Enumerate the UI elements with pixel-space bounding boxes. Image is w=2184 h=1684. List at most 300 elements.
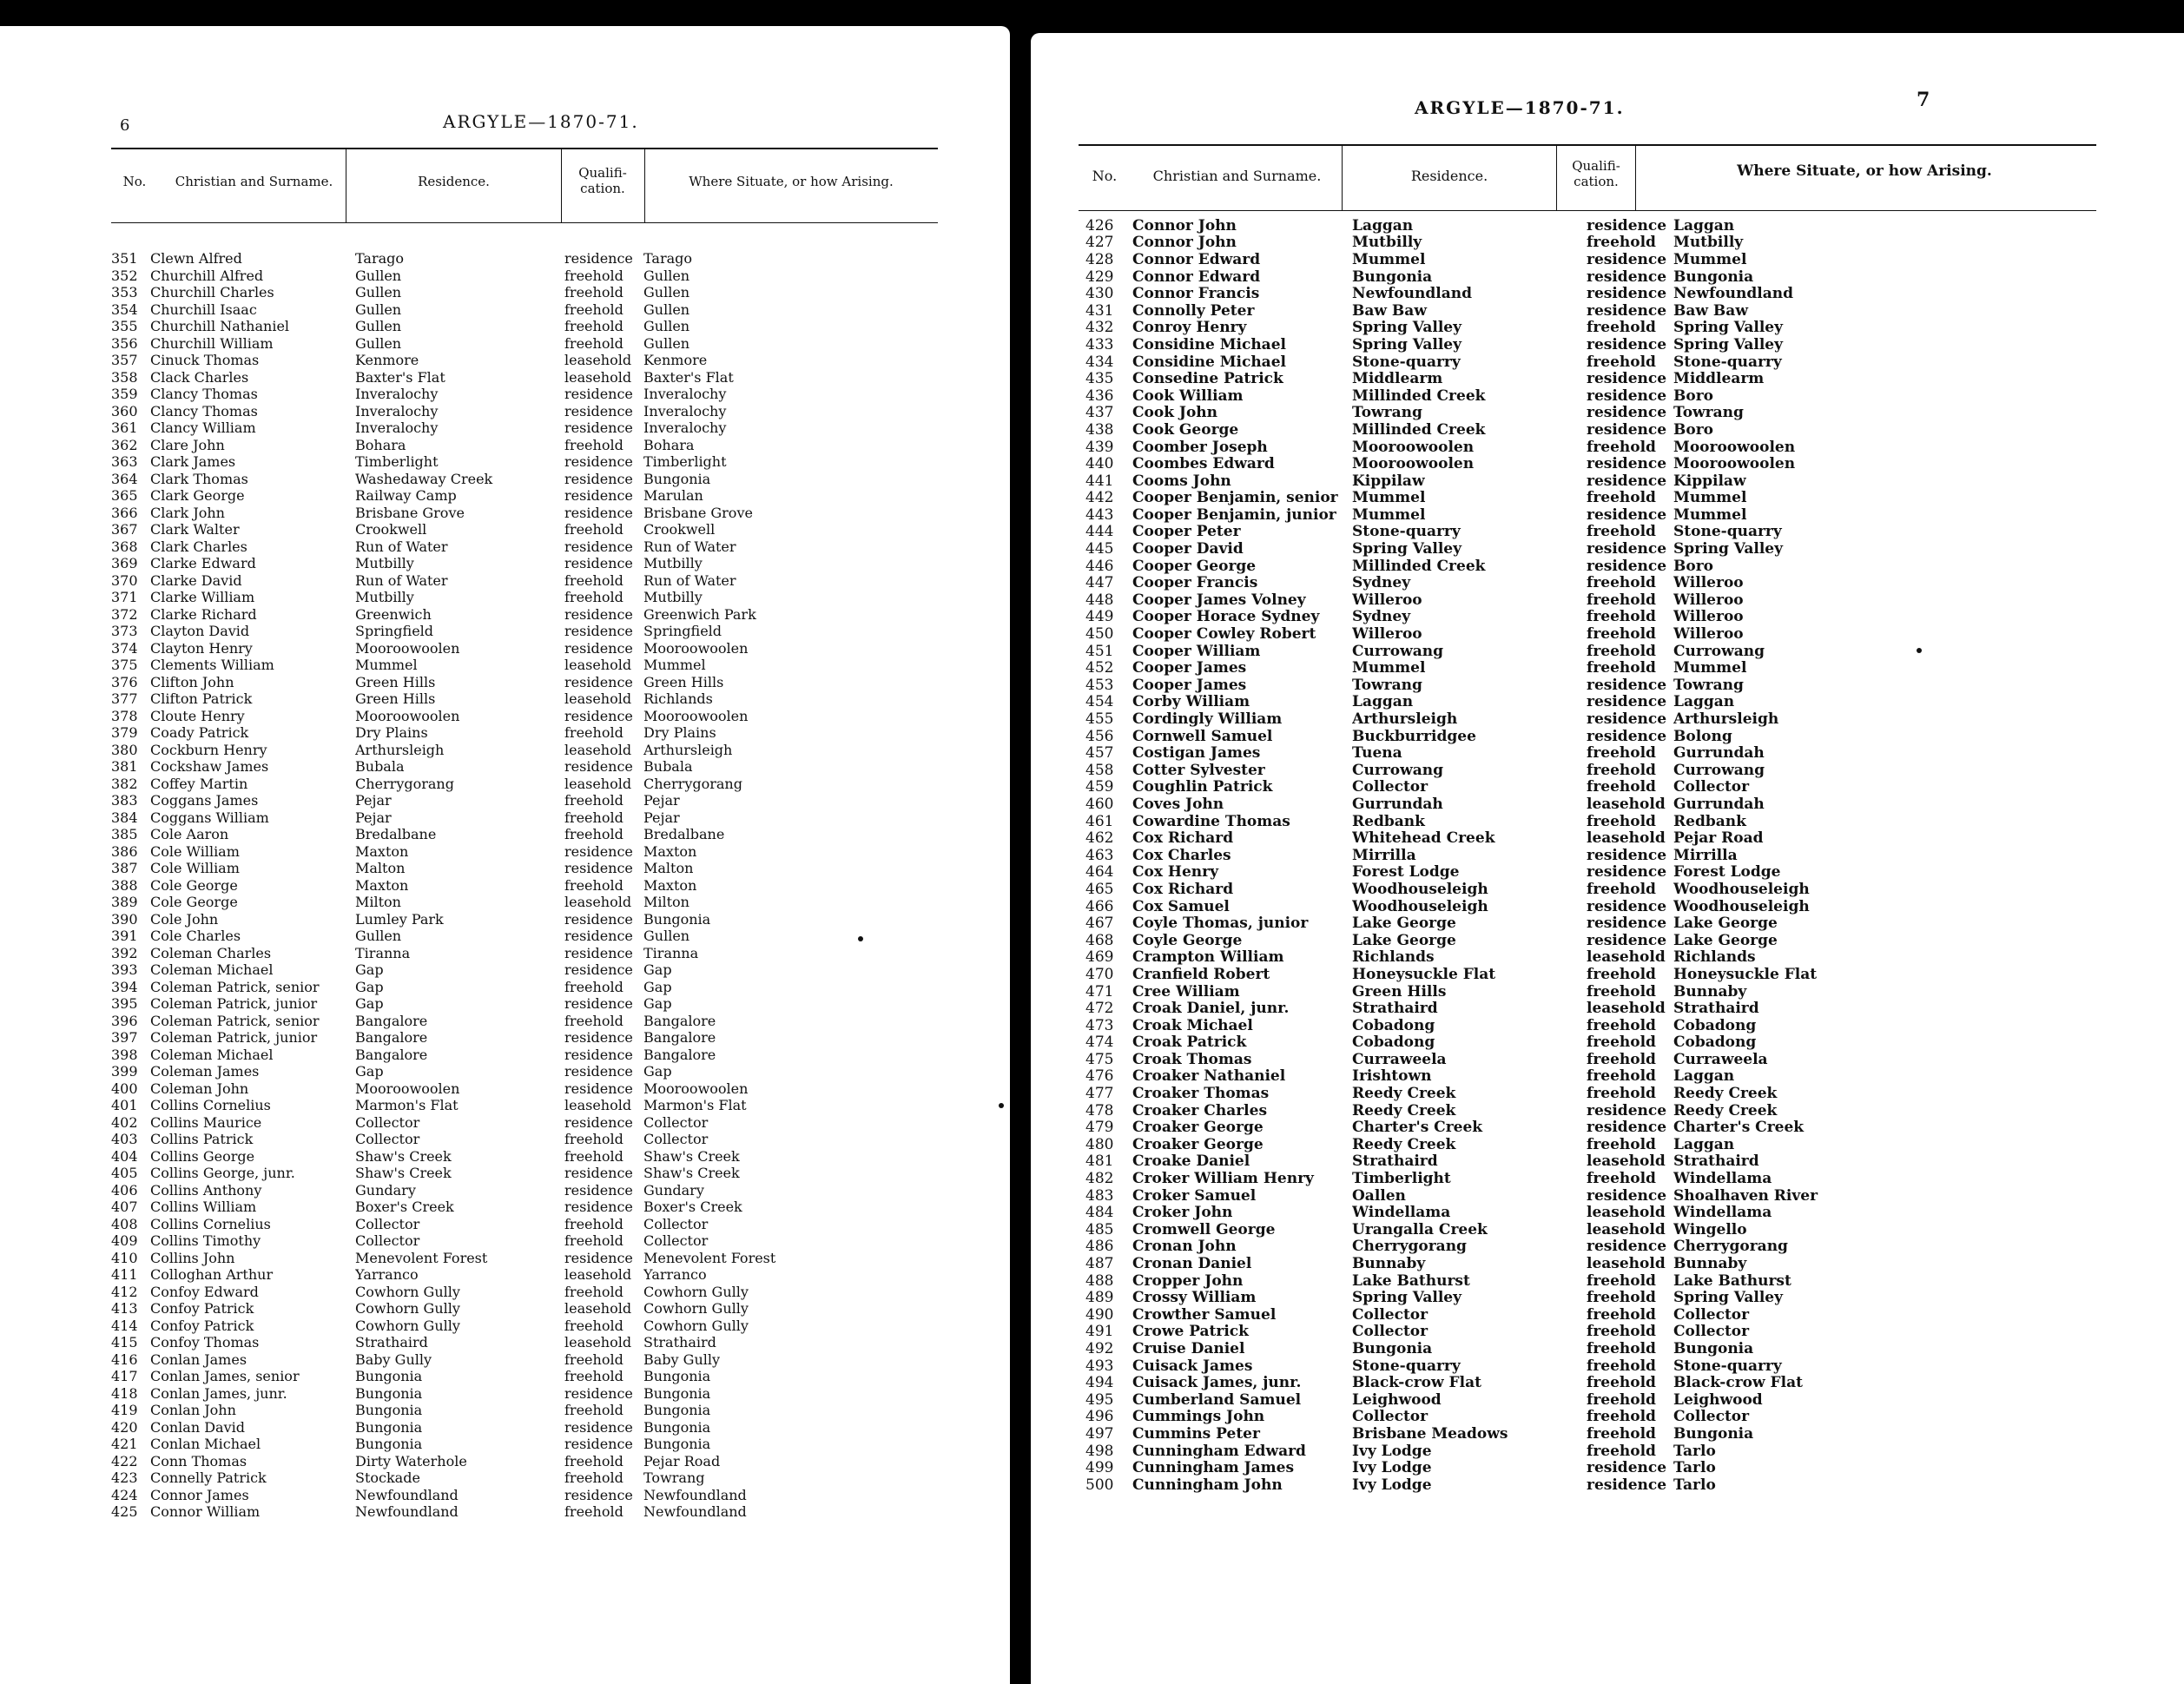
- residence: Willeroo: [1352, 591, 1422, 609]
- table-row: [111, 1114, 980, 1132]
- table-row: [1085, 302, 2154, 320]
- table-row: [111, 1250, 980, 1267]
- residence: Baw Baw: [1352, 301, 1427, 320]
- entry-number: 379: [111, 724, 138, 742]
- voter-name: Clancy Thomas: [150, 402, 258, 419]
- voter-name: Coleman Patrick, senior: [150, 1012, 320, 1029]
- entry-number: 402: [111, 1113, 138, 1131]
- residence: Collector: [355, 1113, 420, 1131]
- table-row: [1085, 1459, 2154, 1476]
- qualification: freehold: [1587, 1425, 1656, 1443]
- residence: Gullen: [355, 267, 402, 284]
- table-row: [111, 250, 980, 267]
- entry-number: 369: [111, 555, 138, 572]
- where-situate: Malton: [643, 860, 694, 877]
- table-row: [111, 1402, 980, 1419]
- table-row: [1085, 268, 2154, 286]
- entry-number: 488: [1085, 1271, 1114, 1290]
- running-title: ARGYLE—1870-71.: [1415, 97, 1625, 118]
- voter-name: Cropper John: [1132, 1271, 1244, 1290]
- table-row: [1085, 677, 2154, 694]
- electoral-roll-table: [111, 250, 980, 1521]
- header-top-rule: [111, 148, 938, 149]
- residence: Newfoundland: [355, 1503, 459, 1521]
- where-situate: Tiranna: [643, 944, 699, 961]
- table-row: [111, 961, 980, 979]
- entry-number: 443: [1085, 506, 1114, 524]
- qualification: freehold: [1587, 642, 1656, 660]
- where-situate: Collector: [643, 1131, 709, 1148]
- residence: Railway Camp: [355, 487, 457, 505]
- where-situate: Greenwich Park: [643, 605, 756, 623]
- table-row: [111, 1419, 980, 1436]
- where-situate: Strathaird: [1673, 1152, 1759, 1171]
- residence: Millinded Creek: [1352, 421, 1486, 439]
- where-situate: Marulan: [643, 487, 703, 505]
- residence: Curraweela: [1352, 1051, 1447, 1068]
- entry-number: 416: [111, 1351, 138, 1368]
- where-situate: Baw Baw: [1673, 301, 1748, 320]
- qualification: residence: [1587, 677, 1667, 694]
- header-residence: Residence.: [1410, 168, 1488, 184]
- residence: Black-crow Flat: [1352, 1374, 1481, 1391]
- qualification: freehold: [564, 724, 624, 742]
- residence: Lake George: [1352, 931, 1456, 949]
- voter-name: Conlan John: [150, 1402, 236, 1419]
- voter-name: Churchill Charles: [150, 284, 274, 301]
- voter-name: Cooper William: [1132, 642, 1261, 660]
- entry-number: 426: [1085, 217, 1114, 234]
- qualification: residence: [564, 860, 633, 877]
- residence: Collector: [1352, 1306, 1429, 1324]
- entry-number: 469: [1085, 948, 1114, 967]
- table-row: [111, 1131, 980, 1148]
- table-row: [1085, 1051, 2154, 1068]
- where-situate: Mooroowoolen: [643, 707, 749, 724]
- where-situate: Newfoundland: [643, 1503, 747, 1521]
- where-situate: Yarranco: [643, 1266, 707, 1284]
- qualification: residence: [564, 1029, 633, 1047]
- qualification: freehold: [564, 436, 624, 453]
- table-row: [1085, 1119, 2154, 1136]
- voter-name: Cunningham James: [1132, 1459, 1295, 1476]
- voter-name: Collins Cornelius: [150, 1215, 271, 1232]
- voter-name: Confoy Patrick: [150, 1300, 254, 1317]
- where-situate: Gullen: [643, 300, 690, 318]
- voter-name: Croake Daniel: [1132, 1152, 1250, 1171]
- where-situate: Spring Valley: [1673, 319, 1783, 337]
- table-row: [1085, 1409, 2154, 1426]
- voter-name: Coleman Patrick, junior: [150, 1029, 318, 1047]
- voter-name: Clarke Richard: [150, 605, 257, 623]
- voter-name: Collins William: [150, 1199, 257, 1216]
- entry-number: 393: [111, 961, 138, 979]
- residence: Spring Valley: [1352, 336, 1461, 353]
- qualification: leasehold: [564, 894, 632, 911]
- header-no: No.: [1092, 168, 1118, 184]
- entry-number: 422: [111, 1452, 138, 1469]
- left-page: [0, 26, 1010, 1684]
- voter-name: Clarke Edward: [150, 555, 256, 572]
- table-row: [1085, 1017, 2154, 1034]
- where-situate: Forest Lodge: [1673, 863, 1781, 882]
- qualification: residence: [1587, 863, 1667, 882]
- voter-name: Croaker Thomas: [1132, 1085, 1270, 1102]
- voter-name: Cooper Cowley Robert: [1132, 625, 1316, 643]
- entry-number: 377: [111, 690, 138, 708]
- residence: Bohara: [355, 436, 406, 453]
- where-situate: Gap: [643, 978, 672, 995]
- entry-number: 450: [1085, 625, 1114, 643]
- qualification: residence: [564, 928, 633, 945]
- residence: Green Hills: [355, 690, 436, 708]
- entry-number: 453: [1085, 677, 1114, 694]
- entry-number: 436: [1085, 386, 1114, 405]
- where-situate: Baxter's Flat: [643, 368, 734, 386]
- header-name: Christian and Surname.: [175, 174, 333, 189]
- where-situate: Brisbane Grove: [643, 504, 753, 521]
- table-row: [1085, 1374, 2154, 1391]
- entry-number: 424: [111, 1486, 138, 1503]
- page-number: 6: [120, 116, 130, 135]
- voter-name: Cox Richard: [1132, 829, 1234, 847]
- where-situate: Wingello: [1673, 1221, 1747, 1238]
- entry-number: 387: [111, 860, 138, 877]
- voter-name: Conn Thomas: [150, 1452, 247, 1469]
- qualification: leasehold: [564, 775, 632, 792]
- where-situate: Bungonia: [643, 1368, 711, 1385]
- residence: Cherrygorang: [1352, 1238, 1467, 1256]
- table-row: [1085, 744, 2154, 762]
- residence: Ivy Lodge: [1352, 1476, 1432, 1494]
- entry-number: 446: [1085, 557, 1114, 575]
- entry-number: 352: [111, 267, 138, 284]
- qualification: residence: [564, 1249, 633, 1266]
- table-row: [1085, 710, 2154, 728]
- entry-number: 491: [1085, 1323, 1114, 1341]
- table-row: [111, 623, 980, 640]
- residence: Kippilaw: [1352, 472, 1425, 490]
- voter-name: Cummings John: [1132, 1408, 1265, 1426]
- entry-number: 361: [111, 419, 138, 437]
- where-situate: Newfoundland: [643, 1486, 747, 1503]
- voter-name: Clifton John: [150, 673, 234, 690]
- voter-name: Conlan Michael: [150, 1436, 261, 1453]
- table-row: [111, 1097, 980, 1114]
- voter-name: Cooper Horace Sydney: [1132, 608, 1320, 626]
- voter-name: Croker William Henry: [1132, 1170, 1314, 1187]
- voter-name: Clancy Thomas: [150, 386, 258, 403]
- entry-number: 368: [111, 538, 138, 555]
- where-situate: Reedy Creek: [1673, 1101, 1778, 1119]
- table-row: [111, 1503, 980, 1521]
- voter-name: Coleman James: [150, 1063, 260, 1080]
- entry-number: 403: [111, 1131, 138, 1148]
- entry-number: 370: [111, 571, 138, 589]
- header-where: Where Situate, or how Arising.: [1737, 162, 1992, 180]
- table-row: [1085, 490, 2154, 507]
- residence: Cherrygorang: [355, 775, 454, 792]
- residence: Brisbane Grove: [355, 504, 465, 521]
- residence: Mooroowoolen: [1352, 455, 1475, 472]
- qualification: freehold: [1587, 1357, 1656, 1375]
- qualification: freehold: [564, 876, 624, 894]
- voter-name: Cole George: [150, 894, 238, 911]
- voter-name: Cooper Francis: [1132, 574, 1258, 592]
- residence: Mummel: [1352, 489, 1426, 507]
- residence: Reedy Creek: [1352, 1101, 1456, 1119]
- table-row: [111, 555, 980, 572]
- voter-name: Cole George: [150, 876, 238, 894]
- entry-number: 444: [1085, 523, 1114, 541]
- voter-name: Cumberland Samuel: [1132, 1390, 1302, 1409]
- residence: Cobadong: [1352, 1034, 1435, 1052]
- residence: Tarago: [355, 250, 405, 267]
- residence: Bungonia: [355, 1402, 423, 1419]
- entry-number: 389: [111, 894, 138, 911]
- entry-number: 477: [1085, 1085, 1114, 1102]
- qualification: residence: [1587, 370, 1667, 387]
- where-situate: Bolong: [1673, 727, 1732, 745]
- voter-name: Croker John: [1132, 1204, 1233, 1222]
- where-situate: Currowang: [1673, 762, 1765, 779]
- entry-number: 438: [1085, 421, 1114, 439]
- voter-name: Cotter Sylvester: [1132, 762, 1265, 779]
- residence: Currowang: [1352, 642, 1444, 660]
- residence: Cowhorn Gully: [355, 1283, 460, 1300]
- entry-number: 486: [1085, 1238, 1114, 1256]
- entry-number: 408: [111, 1215, 138, 1232]
- voter-name: Cooper Peter: [1132, 523, 1241, 541]
- where-situate: Honeysuckle Flat: [1673, 966, 1818, 983]
- corner-page-number: 7: [2117, 33, 2149, 83]
- qualification: residence: [564, 995, 633, 1013]
- table-row: [1085, 1340, 2154, 1357]
- qualification: residence: [1587, 915, 1667, 932]
- entry-number: 482: [1085, 1170, 1114, 1187]
- table-row: [1085, 1238, 2154, 1256]
- where-situate: Lake Bathurst: [1673, 1271, 1791, 1290]
- entry-number: 460: [1085, 796, 1114, 813]
- residence: Woodhouseleigh: [1352, 881, 1488, 898]
- table-row: [1085, 234, 2154, 252]
- voter-name: Collins George, junr.: [150, 1165, 295, 1182]
- voter-name: Connor John: [1132, 217, 1237, 234]
- table-row: [1085, 1153, 2154, 1171]
- where-situate: Leighwood: [1673, 1390, 1763, 1409]
- where-situate: Inveralochy: [643, 402, 727, 419]
- table-row: [1085, 455, 2154, 472]
- residence: Newfoundland: [1352, 285, 1472, 302]
- qualification: residence: [564, 487, 633, 505]
- qualification: freehold: [1587, 762, 1656, 779]
- where-situate: Redbank: [1673, 812, 1746, 830]
- table-row: [111, 724, 980, 742]
- where-situate: Boro: [1673, 557, 1714, 575]
- voter-name: Clark Thomas: [150, 470, 248, 487]
- voter-name: Churchill Isaac: [150, 300, 257, 318]
- qualification: freehold: [564, 1131, 624, 1148]
- table-row: [111, 386, 980, 403]
- entry-number: 373: [111, 623, 138, 640]
- residence: Dry Plains: [355, 724, 428, 742]
- qualification: freehold: [1587, 353, 1656, 371]
- table-row: [111, 1385, 980, 1403]
- voter-name: Connor William: [150, 1503, 261, 1521]
- qualification: residence: [564, 555, 633, 572]
- table-row: [111, 369, 980, 386]
- table-row: [111, 538, 980, 556]
- entry-number: 390: [111, 910, 138, 928]
- entry-number: 380: [111, 741, 138, 758]
- qualification: residence: [564, 1080, 633, 1097]
- table-row: [1085, 762, 2154, 779]
- where-situate: Collector: [1673, 1408, 1750, 1426]
- qualification: leasehold: [1587, 796, 1666, 813]
- residence: Stone-quarry: [1352, 523, 1461, 541]
- voter-name: Cole William: [150, 860, 240, 877]
- where-situate: Laggan: [1673, 693, 1735, 711]
- table-row: [1085, 1272, 2154, 1290]
- qualification: residence: [564, 673, 633, 690]
- table-row: [1085, 421, 2154, 439]
- residence: Spring Valley: [1352, 540, 1461, 558]
- where-situate: Woodhouseleigh: [1673, 881, 1810, 898]
- qualification: leasehold: [1587, 829, 1666, 847]
- residence: Run of Water: [355, 571, 448, 589]
- where-situate: Mummel: [1673, 251, 1747, 268]
- voter-name: Cockburn Henry: [150, 741, 267, 758]
- qualification: freehold: [564, 1283, 624, 1300]
- entry-number: 476: [1085, 1067, 1114, 1086]
- voter-name: Clark Charles: [150, 538, 247, 555]
- table-row: [111, 979, 980, 996]
- voter-name: Clark George: [150, 487, 245, 505]
- qualification: residence: [564, 1486, 633, 1503]
- qualification: freehold: [564, 978, 624, 995]
- qualification: freehold: [564, 267, 624, 284]
- qualification: freehold: [1587, 234, 1656, 252]
- table-row: [111, 437, 980, 454]
- where-situate: Bubala: [643, 758, 693, 776]
- residence: Maxton: [355, 842, 409, 860]
- residence: Brisbane Meadows: [1352, 1425, 1508, 1443]
- page-number: 7: [1917, 89, 1930, 111]
- where-situate: Tarago: [643, 250, 693, 267]
- voter-name: Coleman Patrick, senior: [150, 978, 320, 995]
- residence: Greenwich: [355, 605, 432, 623]
- qualification: freehold: [1587, 1442, 1656, 1460]
- where-situate: Run of Water: [643, 538, 736, 555]
- table-row: [1085, 439, 2154, 456]
- qualification: freehold: [564, 1317, 624, 1334]
- voter-name: Cranfield Robert: [1132, 966, 1270, 983]
- where-situate: Baby Gully: [643, 1351, 721, 1368]
- qualification: freehold: [1587, 778, 1656, 796]
- table-row: [1085, 643, 2154, 660]
- voter-name: Coleman Michael: [150, 961, 274, 979]
- voter-name: Cooper James: [1132, 677, 1247, 694]
- entry-number: 445: [1085, 540, 1114, 558]
- qualification: residence: [564, 419, 633, 437]
- table-row: [111, 877, 980, 895]
- table-row: [111, 1216, 980, 1233]
- voter-name: Cooper James: [1132, 659, 1247, 677]
- voter-name: Clarke David: [150, 571, 242, 589]
- table-row: [1085, 336, 2154, 353]
- table-row: [111, 860, 980, 877]
- voter-name: Coleman Michael: [150, 1046, 274, 1063]
- entry-number: 430: [1085, 285, 1114, 302]
- residence: Mooroowoolen: [355, 639, 460, 657]
- residence: Milton: [355, 894, 401, 911]
- residence: Malton: [355, 860, 406, 877]
- qualification: freehold: [564, 1469, 624, 1487]
- header-qualification: Qualifi-cation.: [1572, 158, 1620, 189]
- table-row: [111, 572, 980, 590]
- voter-name: Cuisack James, junr.: [1132, 1374, 1302, 1391]
- where-situate: Reedy Creek: [1673, 1085, 1778, 1102]
- voter-name: Colloghan Arthur: [150, 1266, 274, 1284]
- where-situate: Stone-quarry: [1673, 353, 1782, 371]
- entry-number: 495: [1085, 1390, 1114, 1409]
- voter-name: Cromwell George: [1132, 1221, 1276, 1238]
- residence: Yarranco: [355, 1266, 419, 1284]
- electoral-roll-table: [1085, 217, 2154, 1494]
- voter-name: Cunningham Edward: [1132, 1442, 1306, 1460]
- residence: Bungonia: [355, 1384, 423, 1402]
- qualification: freehold: [1587, 1306, 1656, 1324]
- table-row: [111, 826, 980, 843]
- entry-number: 423: [111, 1469, 138, 1487]
- entry-number: 371: [111, 589, 138, 606]
- qualification: residence: [564, 453, 633, 471]
- table-row: [111, 776, 980, 793]
- residence: Timberlight: [355, 453, 439, 471]
- where-situate: Collector: [1673, 778, 1750, 796]
- header-no: No.: [122, 174, 147, 189]
- qualification: freehold: [564, 589, 624, 606]
- qualification: residence: [1587, 1101, 1667, 1119]
- where-situate: Shaw's Creek: [643, 1165, 740, 1182]
- table-row: [111, 1266, 980, 1284]
- where-situate: Tarlo: [1673, 1459, 1716, 1476]
- voter-name: Collins Patrick: [150, 1131, 254, 1148]
- residence: Mummel: [1352, 506, 1426, 524]
- where-situate: Richlands: [643, 690, 713, 708]
- voter-name: Crowther Samuel: [1132, 1306, 1277, 1324]
- residence: Buckburridgee: [1352, 727, 1476, 745]
- column-divider: [1342, 146, 1343, 210]
- entry-number: 396: [111, 1012, 138, 1029]
- paper-speck: [999, 1103, 1004, 1108]
- entry-number: 475: [1085, 1051, 1114, 1068]
- qualification: freehold: [1587, 1067, 1656, 1086]
- table-row: [1085, 353, 2154, 371]
- paper-speck: [1917, 648, 1922, 653]
- where-situate: Mummel: [1673, 506, 1747, 524]
- where-situate: Newfoundland: [1673, 285, 1793, 302]
- entry-number: 432: [1085, 319, 1114, 337]
- voter-name: Croak Patrick: [1132, 1034, 1247, 1052]
- qualification: leasehold: [564, 352, 632, 369]
- entry-number: 461: [1085, 812, 1114, 830]
- qualification: residence: [564, 1436, 633, 1453]
- header-bottom-rule: [1079, 210, 2096, 211]
- where-situate: Richlands: [1673, 948, 1756, 967]
- residence: Mooroowoolen: [355, 1080, 460, 1097]
- table-row: [111, 335, 980, 353]
